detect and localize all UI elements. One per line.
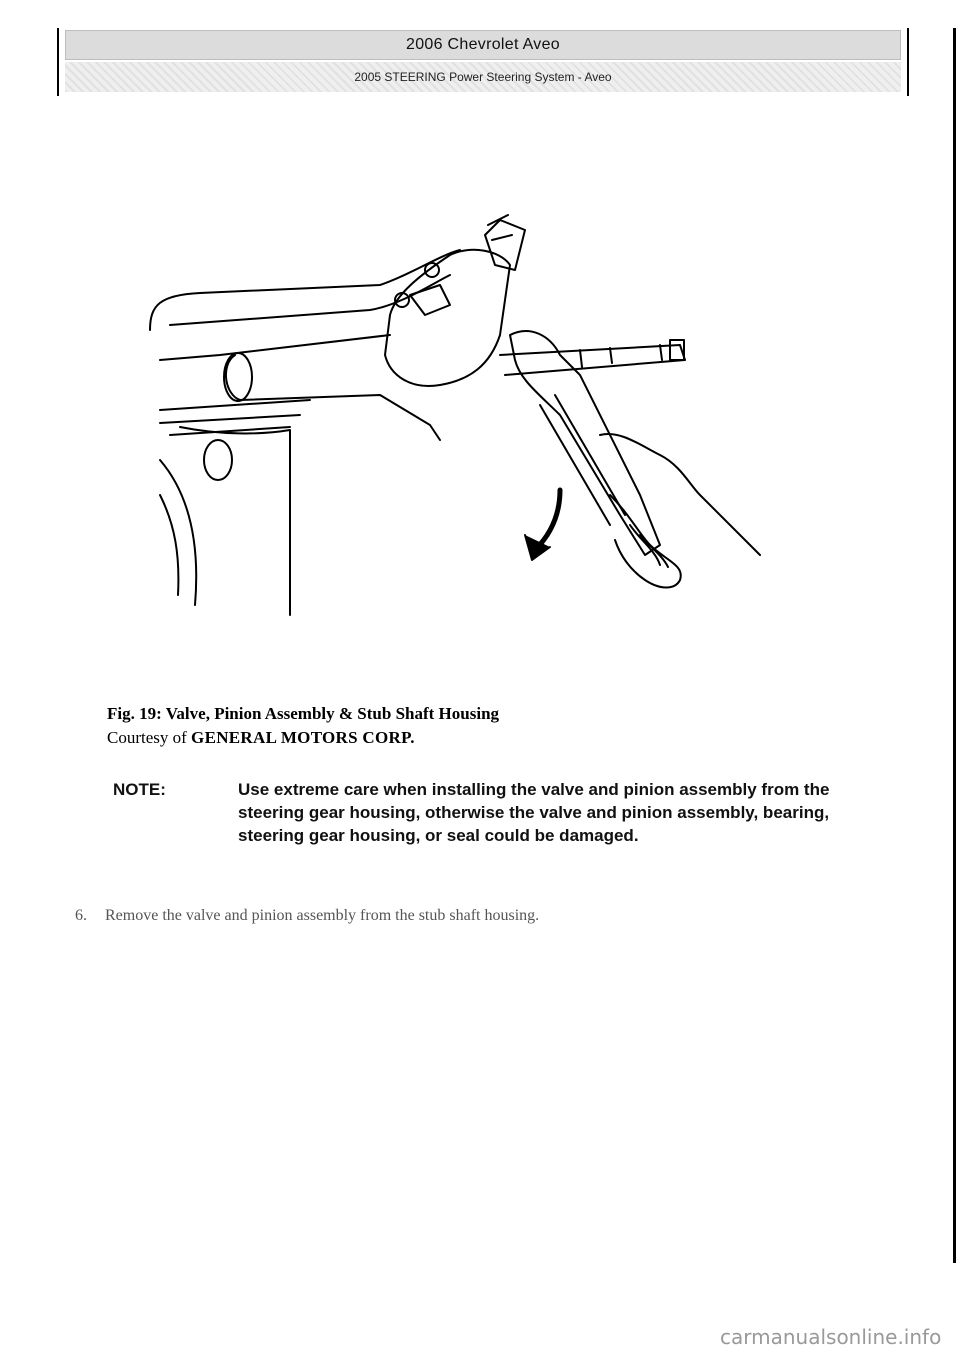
caption-credit xyxy=(107,726,807,750)
caption-credit-org: GENERAL MOTORS CORP. xyxy=(191,728,415,747)
stub-shaft xyxy=(485,220,525,270)
step-text: Remove the valve and pinion assembly from the stub shaft housing. xyxy=(105,907,540,924)
housing-tube-lower xyxy=(160,335,390,360)
note-label: NOTE: xyxy=(113,780,166,799)
housing-tube-upper xyxy=(150,250,460,330)
procedure-step xyxy=(75,907,875,925)
page-border xyxy=(953,28,956,1263)
figure-illustration xyxy=(140,195,780,625)
caption-credit-prefix: Courtesy of xyxy=(107,728,187,747)
valve-housing xyxy=(385,250,510,386)
step-number: 6. xyxy=(75,907,87,924)
document-header xyxy=(57,28,909,96)
bracket-hole xyxy=(204,440,232,480)
note-text: Use extreme care when installing the valve and pinion assembly from the steering gear housing, otherwise the valve and pinion assembly, bearing, steering gear housing, or seal could be damaged. xyxy=(238,780,830,845)
housing-end xyxy=(224,353,252,401)
hand xyxy=(600,434,760,587)
note-block xyxy=(113,778,893,847)
rotation-arrow xyxy=(535,490,560,550)
document-subtitle: 2005 STEERING Power Steering System - Aveo xyxy=(65,62,901,92)
gear-housing-body xyxy=(226,355,440,440)
caption-title: Fig. 19: Valve, Pinion Assembly & Stub Shaft Housing xyxy=(107,704,500,723)
figure-caption xyxy=(107,702,807,750)
document-title: 2006 Chevrolet Aveo xyxy=(65,30,901,60)
watermark: carmanualsonline.info xyxy=(720,1325,942,1349)
pinion-shaft xyxy=(500,345,685,375)
